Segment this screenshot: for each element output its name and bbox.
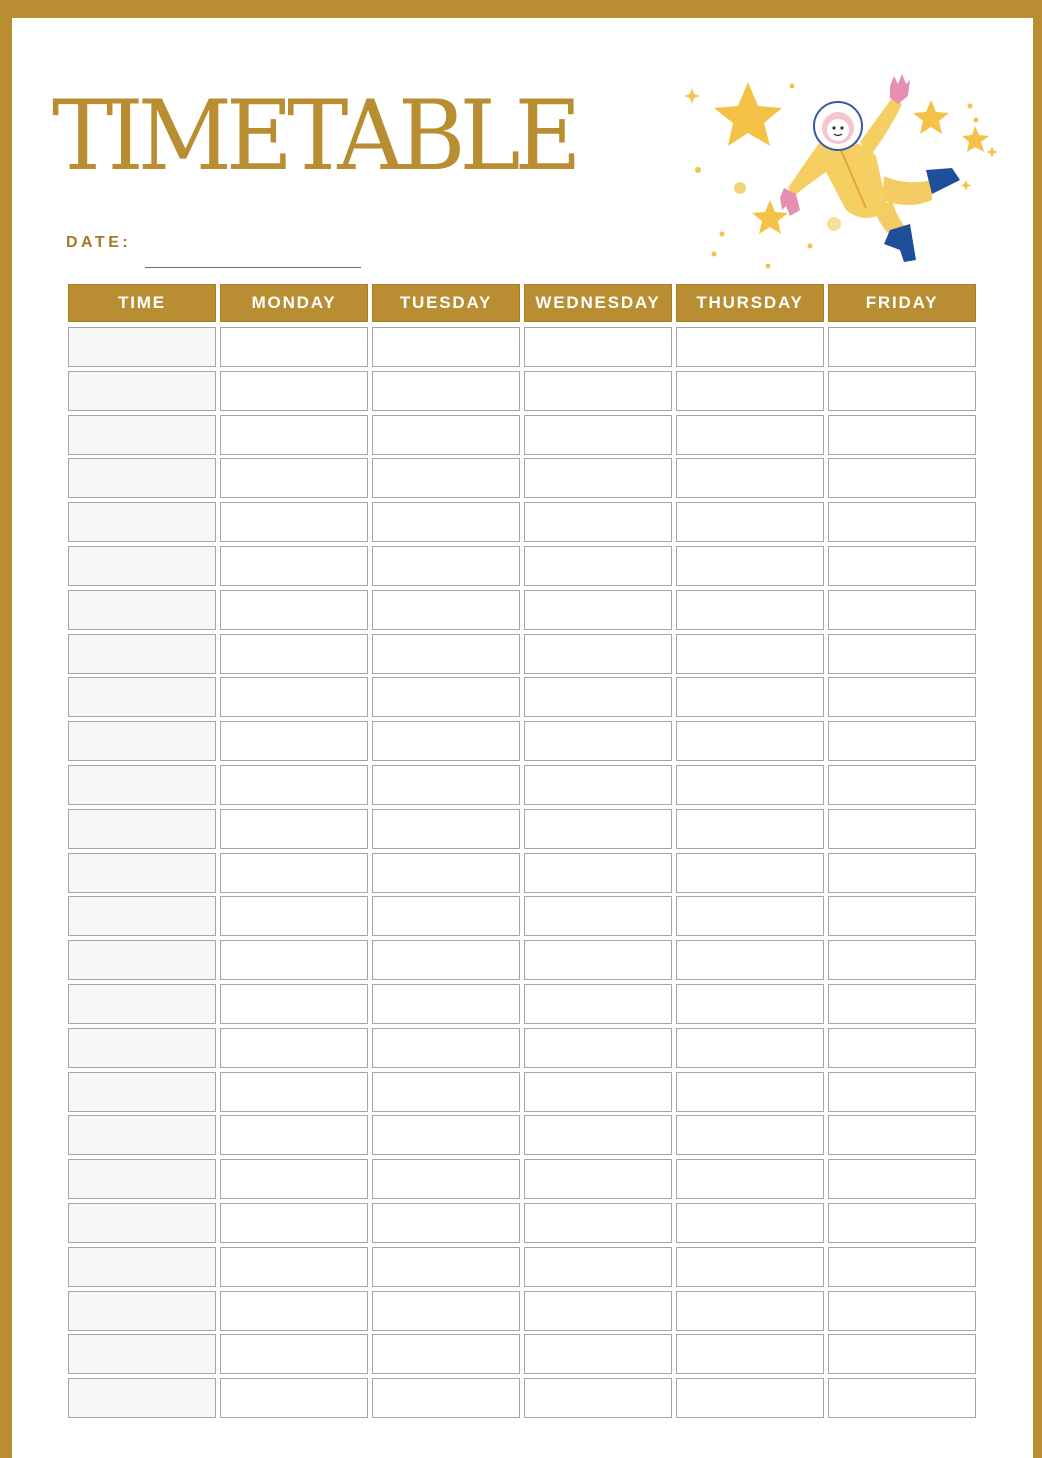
time-cell[interactable] [68,415,216,455]
monday-cell[interactable] [220,677,368,717]
wednesday-cell[interactable] [524,853,672,893]
monday-cell[interactable] [220,1159,368,1199]
tuesday-cell[interactable] [372,1115,520,1155]
wednesday-cell[interactable] [524,721,672,761]
wednesday-cell[interactable] [524,634,672,674]
monday-cell[interactable] [220,1378,368,1418]
friday-cell[interactable] [828,502,976,542]
wednesday-cell[interactable] [524,1378,672,1418]
thursday-cell[interactable] [676,327,824,367]
monday-cell[interactable] [220,984,368,1024]
tuesday-cell[interactable] [372,1247,520,1287]
monday-cell[interactable] [220,1028,368,1068]
wednesday-cell[interactable] [524,590,672,630]
time-cell[interactable] [68,940,216,980]
friday-cell[interactable] [828,1072,976,1112]
thursday-cell[interactable] [676,371,824,411]
time-cell[interactable] [68,1115,216,1155]
page-title: TIMETABLE [52,80,576,193]
time-cell[interactable] [68,1203,216,1243]
column-header-thursday: THURSDAY [676,284,824,322]
wednesday-cell[interactable] [524,1028,672,1068]
thursday-cell[interactable] [676,984,824,1024]
friday-cell[interactable] [828,765,976,805]
time-cell[interactable] [68,853,216,893]
column-header-time: TIME [68,284,216,322]
wednesday-cell[interactable] [524,546,672,586]
monday-cell[interactable] [220,371,368,411]
wednesday-cell[interactable] [524,1159,672,1199]
date-label: DATE: [66,234,132,251]
thursday-cell[interactable] [676,1378,824,1418]
friday-cell[interactable] [828,677,976,717]
friday-cell[interactable] [828,896,976,936]
tuesday-cell[interactable] [372,853,520,893]
column-header-monday: MONDAY [220,284,368,322]
tuesday-cell[interactable] [372,415,520,455]
thursday-cell[interactable] [676,590,824,630]
time-cell[interactable] [68,502,216,542]
time-cell[interactable] [68,765,216,805]
wednesday-cell[interactable] [524,1291,672,1331]
thursday-cell[interactable] [676,1072,824,1112]
monday-cell[interactable] [220,896,368,936]
friday-cell[interactable] [828,590,976,630]
time-cell[interactable] [68,1028,216,1068]
time-cell[interactable] [68,1291,216,1331]
time-cell[interactable] [68,1247,216,1287]
wednesday-cell[interactable] [524,458,672,498]
tuesday-cell[interactable] [372,502,520,542]
friday-cell[interactable] [828,1115,976,1155]
wednesday-cell[interactable] [524,502,672,542]
thursday-cell[interactable] [676,1115,824,1155]
thursday-cell[interactable] [676,1203,824,1243]
tuesday-cell[interactable] [372,896,520,936]
monday-cell[interactable] [220,1247,368,1287]
friday-cell[interactable] [828,853,976,893]
friday-cell[interactable] [828,415,976,455]
monday-cell[interactable] [220,1291,368,1331]
column-header-wednesday: WEDNESDAY [524,284,672,322]
friday-cell[interactable] [828,940,976,980]
wednesday-cell[interactable] [524,940,672,980]
monday-cell[interactable] [220,415,368,455]
wednesday-cell[interactable] [524,1247,672,1287]
wednesday-cell[interactable] [524,765,672,805]
monday-cell[interactable] [220,721,368,761]
time-cell[interactable] [68,1159,216,1199]
friday-cell[interactable] [828,1291,976,1331]
thursday-cell[interactable] [676,1159,824,1199]
friday-cell[interactable] [828,1378,976,1418]
time-cell[interactable] [68,1334,216,1374]
friday-cell[interactable] [828,371,976,411]
friday-cell[interactable] [828,809,976,849]
tuesday-cell[interactable] [372,809,520,849]
time-cell[interactable] [68,896,216,936]
tuesday-cell[interactable] [372,590,520,630]
time-cell[interactable] [68,590,216,630]
friday-cell[interactable] [828,1028,976,1068]
monday-cell[interactable] [220,546,368,586]
tuesday-cell[interactable] [372,1072,520,1112]
thursday-cell[interactable] [676,853,824,893]
tuesday-cell[interactable] [372,1334,520,1374]
astronaut-with-stars-icon [670,60,1010,280]
tuesday-cell[interactable] [372,327,520,367]
wednesday-cell[interactable] [524,984,672,1024]
thursday-cell[interactable] [676,677,824,717]
friday-cell[interactable] [828,1159,976,1199]
thursday-cell[interactable] [676,1247,824,1287]
monday-cell[interactable] [220,458,368,498]
friday-cell[interactable] [828,546,976,586]
friday-cell[interactable] [828,458,976,498]
monday-cell[interactable] [220,1115,368,1155]
thursday-cell[interactable] [676,502,824,542]
thursday-cell[interactable] [676,940,824,980]
time-cell[interactable] [68,327,216,367]
tuesday-cell[interactable] [372,1159,520,1199]
thursday-cell[interactable] [676,721,824,761]
wednesday-cell[interactable] [524,1072,672,1112]
time-cell[interactable] [68,721,216,761]
tuesday-cell[interactable] [372,634,520,674]
wednesday-cell[interactable] [524,1334,672,1374]
monday-cell[interactable] [220,634,368,674]
friday-cell[interactable] [828,1203,976,1243]
monday-cell[interactable] [220,940,368,980]
tuesday-cell[interactable] [372,1291,520,1331]
friday-cell[interactable] [828,634,976,674]
time-cell[interactable] [68,1378,216,1418]
monday-cell[interactable] [220,327,368,367]
thursday-cell[interactable] [676,546,824,586]
thursday-cell[interactable] [676,458,824,498]
tuesday-cell[interactable] [372,371,520,411]
tuesday-cell[interactable] [372,1028,520,1068]
wednesday-cell[interactable] [524,896,672,936]
monday-cell[interactable] [220,809,368,849]
wednesday-cell[interactable] [524,1203,672,1243]
time-cell[interactable] [68,809,216,849]
time-cell[interactable] [68,458,216,498]
tuesday-cell[interactable] [372,677,520,717]
wednesday-cell[interactable] [524,371,672,411]
tuesday-cell[interactable] [372,940,520,980]
thursday-cell[interactable] [676,809,824,849]
tuesday-cell[interactable] [372,721,520,761]
time-cell[interactable] [68,1072,216,1112]
tuesday-cell[interactable] [372,1203,520,1243]
thursday-cell[interactable] [676,1291,824,1331]
friday-cell[interactable] [828,984,976,1024]
thursday-cell[interactable] [676,1028,824,1068]
wednesday-cell[interactable] [524,327,672,367]
tuesday-cell[interactable] [372,765,520,805]
friday-cell[interactable] [828,327,976,367]
monday-cell[interactable] [220,502,368,542]
column-header-tuesday: TUESDAY [372,284,520,322]
tuesday-cell[interactable] [372,1378,520,1418]
wednesday-cell[interactable] [524,415,672,455]
monday-cell[interactable] [220,1334,368,1374]
friday-cell[interactable] [828,1247,976,1287]
tuesday-cell[interactable] [372,458,520,498]
monday-cell[interactable] [220,853,368,893]
time-cell[interactable] [68,984,216,1024]
thursday-cell[interactable] [676,1334,824,1374]
thursday-cell[interactable] [676,896,824,936]
timetable-grid [68,284,976,1422]
thursday-cell[interactable] [676,765,824,805]
tuesday-cell[interactable] [372,984,520,1024]
thursday-cell[interactable] [676,415,824,455]
column-header-friday: FRIDAY [828,284,976,322]
date-input-line[interactable] [145,267,361,268]
monday-cell[interactable] [220,1203,368,1243]
monday-cell[interactable] [220,590,368,630]
wednesday-cell[interactable] [524,1115,672,1155]
monday-cell[interactable] [220,1072,368,1112]
thursday-cell[interactable] [676,634,824,674]
wednesday-cell[interactable] [524,677,672,717]
tuesday-cell[interactable] [372,546,520,586]
friday-cell[interactable] [828,1334,976,1374]
wednesday-cell[interactable] [524,809,672,849]
friday-cell[interactable] [828,721,976,761]
monday-cell[interactable] [220,765,368,805]
time-cell[interactable] [68,546,216,586]
time-cell[interactable] [68,677,216,717]
time-cell[interactable] [68,634,216,674]
time-cell[interactable] [68,371,216,411]
